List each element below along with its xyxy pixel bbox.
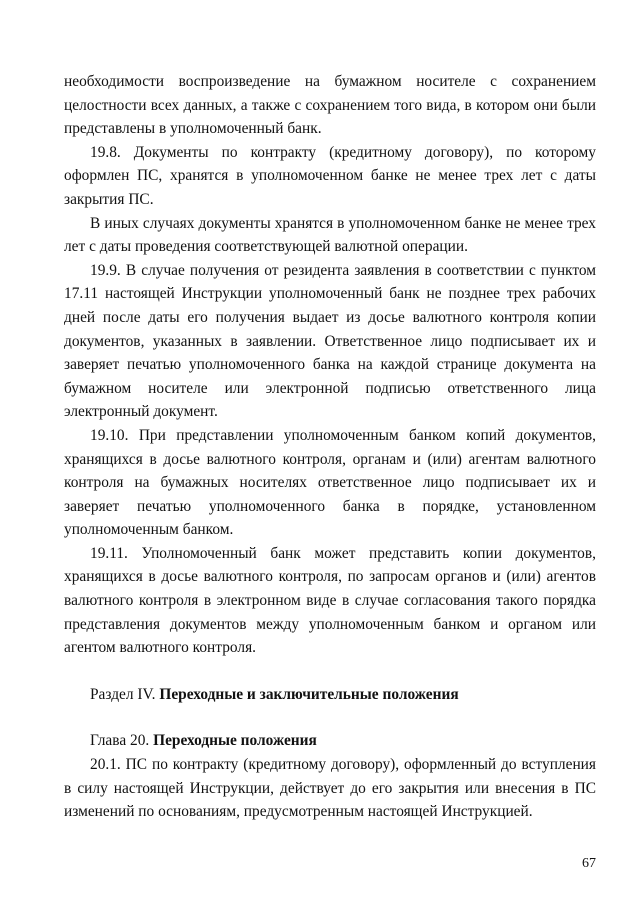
section-title: Переходные и заключительные положения [159, 685, 459, 703]
page-number: 67 [582, 856, 596, 871]
document-page [64, 70, 596, 824]
chapter-heading [64, 729, 596, 753]
paragraph-20-1: 20.1. ПС по контракту (кредитному договору), оформленный до вступления в силу настоящей Инструкции, действует до его закрытия или внесения в ПС изменений по основаниям, предусмотренным настоящей Инструкцией. [64, 756, 596, 821]
paragraph-19-11: 19.11. Уполномоченный банк может представить копии документов, хранящихся в досье валютного контроля, по запросам органов и (или) агентов валютного контроля в электронном виде в случае согласования такого порядка представления документов между уполномоченным банком и органом или агентом валютного контроля. [64, 544, 596, 657]
paragraph-19-10: 19.10. При представлении уполномоченным банком копий документов, хранящихся в досье валютного контроля, органам и (или) агентам валютного контроля на бумажных носителях ответственное лицо подписывает их и заверяет печатью уполномоченного банка в порядке, установленном уполномоченным банком. [64, 426, 596, 539]
chapter-title: Переходные положения [153, 732, 317, 750]
section-prefix: Раздел IV. [90, 685, 156, 703]
section-heading [64, 683, 596, 707]
paragraph-19-8: 19.8. Документы по контракту (кредитному договору), по которому оформлен ПС, хранятся в уполномоченном банке не менее трех лет с даты закрытия ПС. [64, 143, 596, 208]
paragraph-19-9: 19.9. В случае получения от резидента заявления в соответствии с пунктом 17.11 настоящей Инструкции уполномоченный банк не позднее трех рабочих дней после даты его получения выдает из досье валютного контроля копии документов, указанных в заявлении. Ответственное лицо подписывает их и заверяет печатью уполномоченного банка на каждой странице документа на бумажном носителе или электронной подписью ответственного лица электронный документ. [64, 261, 596, 421]
paragraph-19-8-other-cases: В иных случаях документы хранятся в уполномоченном банке не менее трех лет с даты проведения соответствующей валютной операции. [64, 214, 596, 256]
paragraph-continuation: необходимости воспроизведение на бумажном носителе с сохранением целостности всех данных, а также с сохранением того вида, в котором они были представлены в уполномоченный банк. [64, 73, 596, 138]
chapter-prefix: Глава 20. [90, 732, 150, 750]
